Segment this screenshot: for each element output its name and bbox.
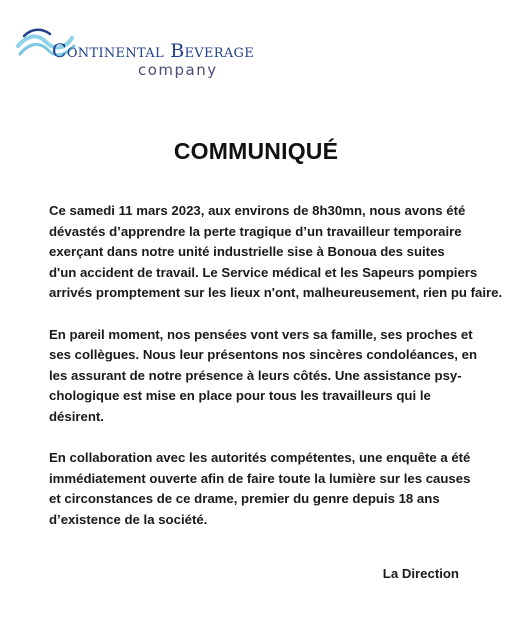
communique-body [49, 201, 503, 551]
text-line: les assurant de notre présence à leurs côtés. Une assistance psy- [49, 367, 462, 383]
text-line: En collaboration avec les autorités compétentes, une enquête a été [49, 450, 471, 466]
text-line: Ce samedi 11 mars 2023, aux environs de 8h30mn, nous avons été [49, 203, 466, 218]
text-line: ses collègues. Nous leur présentons nos sincères condoléances, en [49, 347, 478, 363]
paragraph-2 [49, 325, 479, 428]
text-line: exerçant dans notre unité industrielle sise à Bonoua des suites [49, 244, 445, 260]
text-line: dévastés d’apprendre la perte tragique d’un travailleur temporaire [49, 223, 462, 239]
text-line: et circonstances de ce drame, premier du genre depuis 18 ans [49, 491, 440, 507]
text-line: En pareil moment, nos pensées vont vers sa famille, ses proches et [49, 326, 473, 342]
signature: La Direction [382, 566, 459, 581]
text-line: chologique est mise en place pour tous les travailleurs qui le [49, 388, 431, 404]
text-line: d'un accident de travail. Le Service médical et les Sapeurs pompiers [49, 264, 478, 280]
text-line: immédiatement ouverte afin de faire toute la lumière sur les causes [49, 470, 471, 486]
paragraph-3 [49, 448, 479, 530]
text-line: désirent. [49, 408, 104, 424]
paragraph-1 [49, 201, 503, 304]
company-logo [14, 24, 255, 84]
page-title: COMMUNIQUÉ [173, 138, 339, 164]
logo-title: Continental Beverage [52, 40, 255, 62]
text-line: d’existence de la société. [49, 511, 208, 527]
logo-subtitle: company [138, 61, 218, 79]
text-line: arrivés promptement sur les lieux n'ont, malheureusement, rien pu faire. [49, 285, 503, 301]
